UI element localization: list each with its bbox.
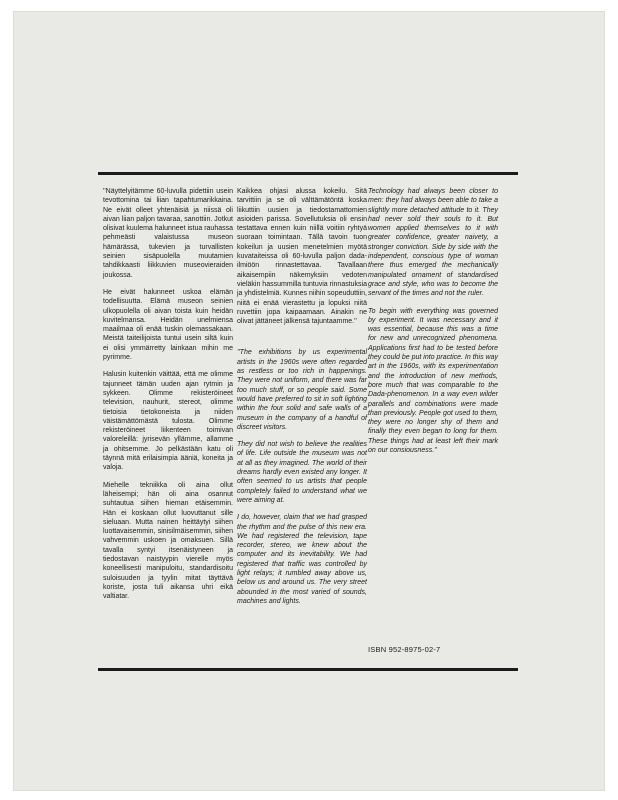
english-paragraph-3-part — [237, 513, 367, 606]
english-paragraph-5: To begin with everything was governed by experiment. It was necessary and it was essential, because this was a time for new and unrecognized phenomena. Applications first had to be tested before they could be put into practice. In this way art in the 1960s, with its experimentation and the introduction of new methods, bore much that was comparable to the Dada-phenomenon. In a way even wilder parallels and combinations were made than previously. People got used to them, they were no longer shy of them and finally they even began to long for them. These things had at least left their mark on our consiousness.'' — [368, 307, 498, 455]
english-paragraph-1: ''The exhibitions by us experimental artists in the 1960s were often regarded as restless or too rich in happenings. They were not uniform, and there was far too much stuff, or so people said. Some would have preferred to sit in soft lighting within the four solid and safe walls of a museum in the company of a handful of discreet visitors. — [237, 349, 367, 431]
isbn-label: ISBN 952-8975-02-7 — [368, 645, 441, 654]
english-column-3 — [368, 187, 498, 463]
finnish-paragraph-2: He eivät halunneet uskoa elämän todellisuutta. Elämä museon seinien ulkopuolella oli aivan toista kuin heidän kuvitelmansa. Heidän unelmiensa maailmaa oli enää tuskin olemassakaan. Meistä taiteilijoista tuntui usein siltä kuin ei olisi ymmärretty lainkaan mihin me pyrimme. — [103, 288, 233, 362]
bottom-rule — [98, 668, 518, 671]
top-rule — [98, 172, 518, 175]
finnish-column-1 — [103, 187, 233, 609]
english-paragraph-3-text: I do, however, claim that we had grasped the rhythm and the pulse of this new era. We had registered the television, tape recorder, stereo, we knew about the computer and its inevitability. We had registered that traffic was controlled by light relays; it rumbled away above us, below us and around us. The very street abounded in the most varied of sounds, machines and lights. — [237, 514, 367, 605]
finnish-paragraph-3: Halusin kuitenkin väittää, että me olimme tajunneet tämän uuden ajan rytmin ja sykkeen. Olimme rekisteröineet television, nauhurit, stereot, olimme tietoisia tietokoneista ja niiden väistämättömästä tulosta. Olimme rekisteröineet liikenteen toimivan valoreleillä: jyrisevän yllämme, allamme ja ohitsemme. Jo pelkästään katu oli täynnä mitä erilaisimpia ääniä, koneita ja valoja. — [103, 371, 233, 472]
finnish-paragraph-4: Miehelle tekniikka oli aina ollut läheisempi; hän oli aina osannut suhtautua siihen hieman etäisemmin. Hän ei koskaan ollut luovuttanut sille sieluaan. Mutta nainen heittäytyi siihen luottavaisemmin, sinisilmäisemmin, siihen vahvemmin uskoen ja omaksuen. Sillä tavalla syntyi itsenäistyneen ja tiedostavan naistyypin vierelle myös koneellisesti manipuloitu, standardisoitu suloisuuden ja tyylin mitat täyttävä koriste, josta tuli aikansa uhri eikä valtiatar. — [103, 481, 233, 601]
english-paragraph-4: Technology had always been closer to men: they had always been able to take a slightly more detached attitude to it. They had never sold their souls to it. But women applied themselves to it with greater confidence, greater naivety, a stronger conviction. Side by side with the independent, conscious type of woman there thus emerged the mechanically manipulated ornament of standardised grace and style, who was to become the servant of the times and not the ruler. — [368, 188, 498, 298]
english-paragraph-2: They did not wish to believe the realities of life. Life outside the museum was not at all as they imagined. The world of their dreams hardly even existed any longer. It often seemed to us artists that people completely failed to understand what we were aiming at. — [237, 441, 367, 504]
finnish-paragraph-1: ''Näyttelyitämme 60-luvulla pidettiin usein tevottomina tai liian tapahtumarikkaina. Ne eivät olleet yhtenäisiä ja niissä oli aivan liian paljon tavaraa, sanottiin. Jotkut olisivat kuulema halunneet istua rauhassa pehmeästi valaistussa museon hämärässä, tukevien ja turvallisten seinien sisäpuolella muutamien tahdikkaasti liikkuvien museovieraiden joukossa. — [103, 188, 233, 279]
finnish-paragraph-5: Kaikkea ohjasi alussa kokeilu. Sitä tarvittiin ja se oli välttämätöntä koska liikuttiin uusien ja tiedostamattomien asioiden parissa. Sovellutuksia oli ensin testattava ennen kuin niillä voitiin ryhtyä suoraan toimintaan. Tällä tavoin tuon kokeilun ja uusien menetelmien myötä kuvataiteissa oli 60-luvulla paljon dada-ilmiöön rinnastettavaa. Tavallaan aikaisempiin näkemyksiin vedoten vieläkin hassummilla tuntuvia rinnastuksia ja yhdistelmiä. Kunnes niihin sopeuduttiin, niitä ei enää vierastettu ja lopuksi niitä ruvettiin jopa kaipaamaan. Ainakin ne olivat jättäneet jälkensä tajuntaamme.'' — [237, 188, 367, 326]
mixed-column-2 — [237, 187, 367, 614]
